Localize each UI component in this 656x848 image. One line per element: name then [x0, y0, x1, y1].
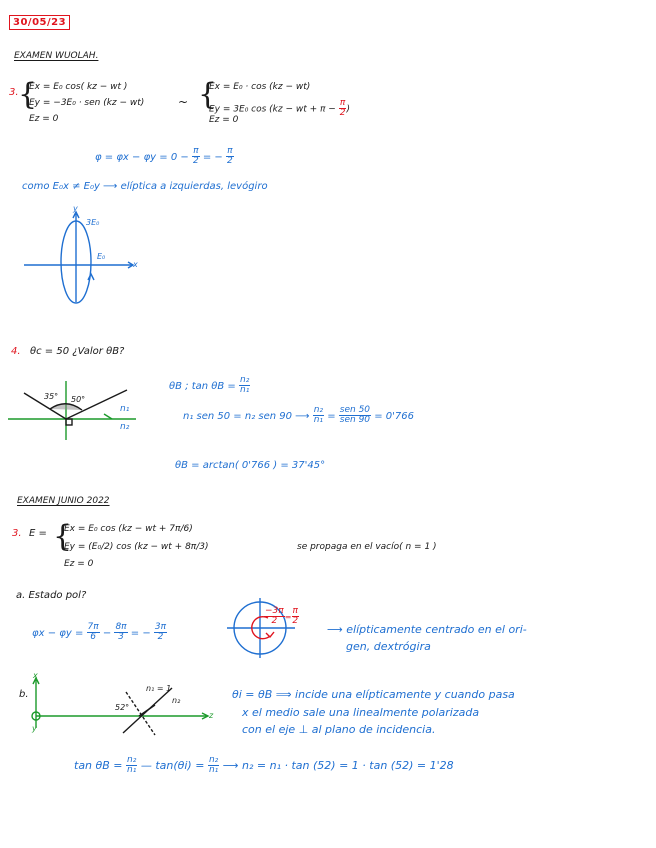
exam1-q4-line3: θB = arctan( 0'766 ) = 37'45° [175, 460, 326, 471]
ellipse-x-amplitude: E₀ [97, 252, 106, 261]
part-b-text-3: con el eje ⊥ al plano de incidencia. [242, 723, 436, 736]
exam1-q4-line1: θB ; tan θB = $\frac{\text{n₂}}{\text{n₁}}$ [169, 375, 250, 396]
exam2-q3-eq-2: Ey = (E₀/2) cos (kz − wt + 8π/3) [64, 542, 209, 552]
date-stamp: 30/05/23 [9, 15, 70, 30]
b-angle-label: 52° [115, 703, 130, 712]
exam2-q3-number: 3. [12, 528, 22, 539]
exam2-q3-propagation: se propaga en el vacío( n = 1 ) [297, 542, 437, 552]
b-axis-y-label: y [32, 724, 37, 733]
exam2-q3-vector: E = [29, 528, 47, 539]
b-axis-x-label: x [33, 671, 38, 680]
equivalence-sign: ~ [178, 95, 189, 109]
ellipse-x-label: x [133, 260, 138, 269]
brace-exam2: { [53, 519, 73, 554]
ellipse-y-label: y [73, 204, 78, 213]
exam1-q3-eq-left-3: Ez = 0 [29, 114, 59, 124]
part-b-label: b. [19, 689, 29, 700]
brace-right: { [198, 77, 218, 112]
part-a-phase: φx − φy = $\frac{7\pi}{6}$ − $\frac{8\pi}{3}$ = − $\frac{3\pi}{2}$ [32, 622, 167, 643]
part-a-label: a. Estado pol? [16, 590, 87, 601]
part-a-conclusion-2: gen, dextrógira [346, 640, 431, 653]
ellipse-y-amplitude: 3E₀ [86, 218, 100, 227]
exam1-q3-phase: φ = φx − φy = 0 − $\frac{\pi}{2}$ = − $\frac{\pi}{2}$ [95, 146, 233, 167]
exam1-q3-conclusion: como E₀x ≠ E₀y ⟶ elíptica a izquierdas, levógiro [22, 181, 268, 192]
part-b-text-1: θi = θB ⟹ incide una elípticamente y cuando pasa [232, 688, 515, 701]
exam1-q3-eq-left-1: Ex = E₀ cos( kz − wt ) [29, 82, 128, 92]
diagram-n2: n₂ [120, 422, 130, 432]
exam1-q3-eq-right-1: Ex = E₀ · cos (kz − wt) [209, 82, 311, 92]
b-n1-label: n₁ = 1 [146, 684, 172, 693]
circle-phase-label: $\frac{-3\pi}{2}$ = $\frac{\pi}{2}$ [265, 606, 299, 627]
exam2-q3-eq-1: Ex = E₀ cos (kz − wt + 7π/6) [64, 524, 193, 534]
part-b-formula: tan θB = $\frac{\text{n₂}}{\text{n₁}}$ — tan(θi) = $\frac{\text{n₂}}{\text{n₁}}$ ⟶ n₂ = n₁ · tan (52) = 1 · tan (52) = 1'28 [74, 755, 454, 776]
exam2-heading: EXAMEN JUNIO 2022 [17, 496, 110, 506]
frac-pi-2: $\frac{\pi}{2}$ [339, 98, 346, 119]
angle-50: 50° [71, 395, 86, 404]
exam1-q3-eq-right-3: Ez = 0 [209, 115, 239, 125]
exam1-q3-number: 3. [9, 87, 19, 98]
exam1-q3-eq-left-2: Ey = −3E₀ · sen (kz − wt) [29, 98, 145, 108]
exam1-q3-eq-right-2: Ey = 3E₀ cos (kz − wt + π − $\frac{\pi}{2}$ ) [209, 98, 350, 119]
angle-35: 35° [44, 392, 59, 401]
exam1-q4-prompt: θc = 50 ¿Valor θB? [30, 346, 125, 357]
brace-left: { [18, 77, 38, 112]
b-axis-z-label: z [209, 711, 214, 720]
part-a-conclusion-1: ⟶ elípticamente centrado en el ori- [327, 623, 527, 636]
b-ray [139, 705, 155, 716]
b-n2-label: n₂ [172, 696, 181, 705]
b-normal-dashed [126, 692, 155, 735]
exam1-heading: EXAMEN WUOLAH. [14, 51, 99, 61]
exam1-q4-number: 4. [11, 346, 21, 357]
exam2-q3-eq-3: Ez = 0 [64, 559, 94, 569]
exam1-q4-line2: n₁ sen 50 = n₂ sen 90 ⟶ $\frac{\text{n₂}}{\text{n₁}}$ = $\frac{\text{sen 50}}{\text{sen 90}}$ = 0'766 [183, 405, 414, 426]
diagram-n1: n₁ [120, 404, 130, 414]
part-b-text-2: x el medio sale una linealmente polarizada [242, 706, 480, 719]
